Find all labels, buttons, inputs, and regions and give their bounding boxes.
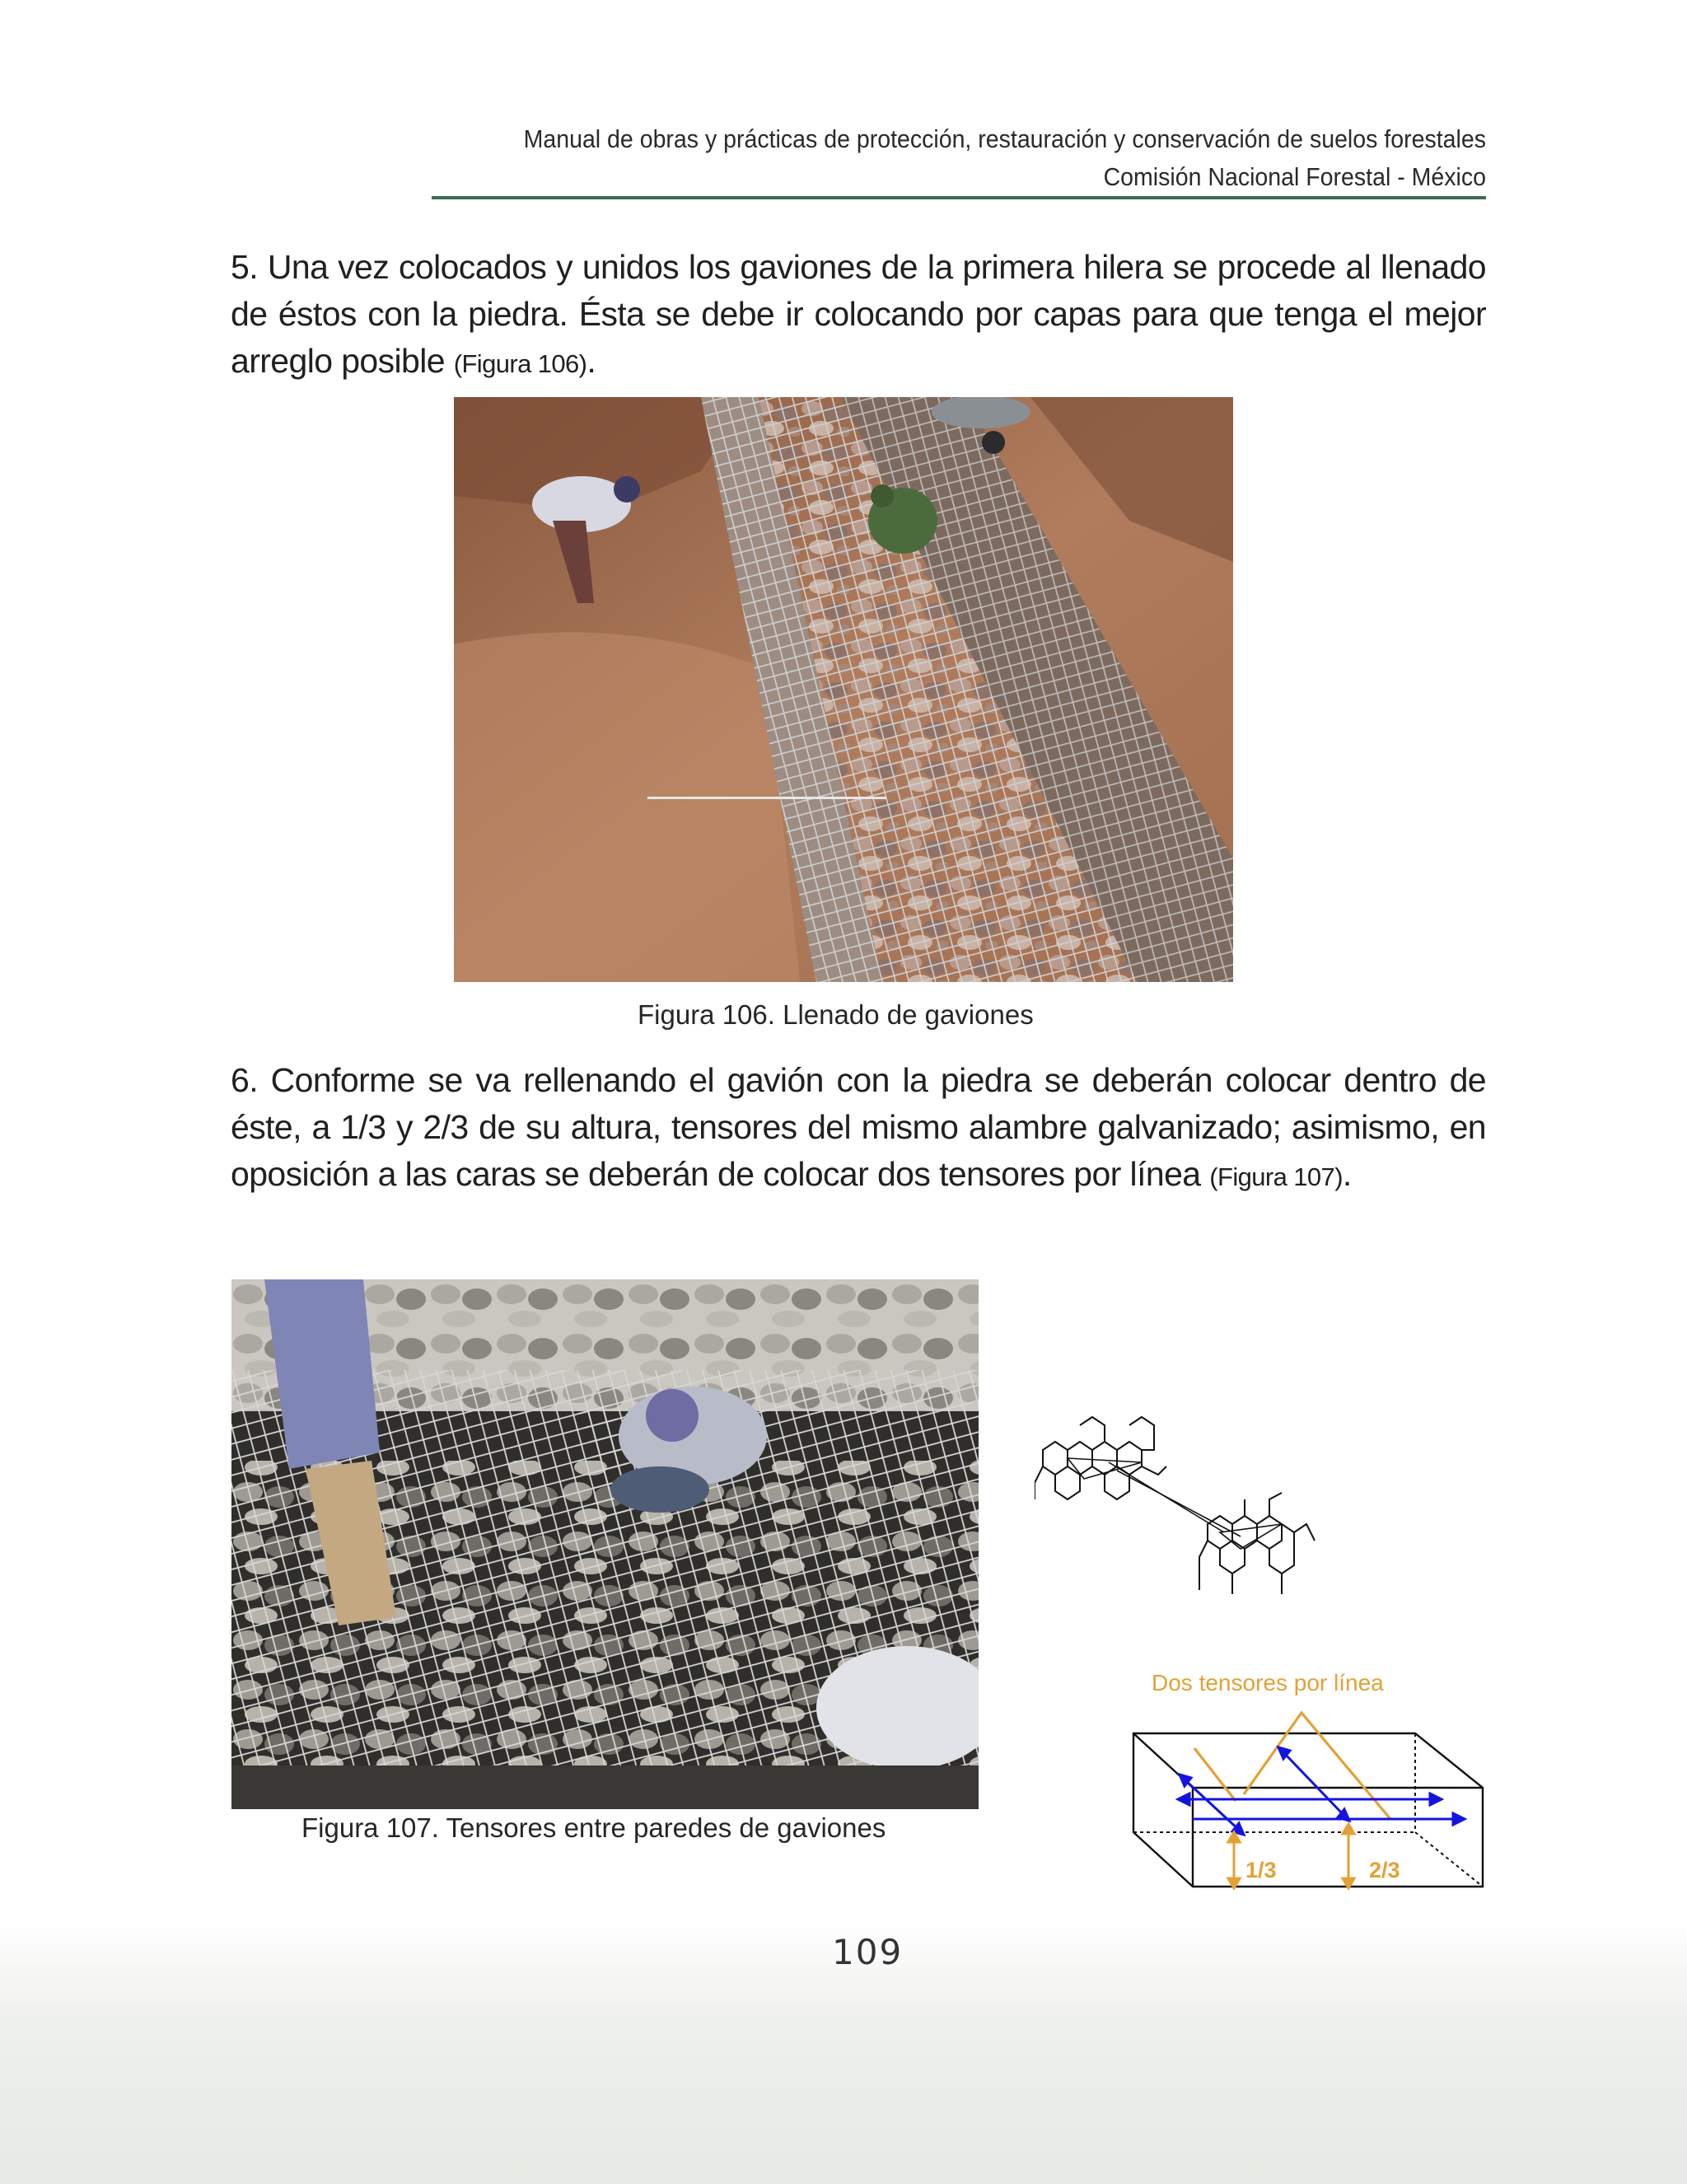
paragraph-step-5 [231, 244, 1486, 387]
figure-107-caption: Figura 107. Tensores entre paredes de gaviones [301, 1812, 886, 1843]
gabion-filling-photo [454, 397, 1233, 982]
tensor-box-diagram [1129, 1666, 1491, 1892]
mesh-tensor-sketch [1035, 1401, 1348, 1615]
header-title: Manual de obras y prácticas de protección, restauración y conservación de suelos forestales [523, 124, 1486, 153]
hexagonal-mesh-drawing [1035, 1401, 1348, 1615]
running-header [524, 120, 1486, 196]
paragraph-end: . [586, 342, 596, 380]
header-subtitle: Comisión Nacional Forestal - México [1103, 162, 1486, 191]
paragraph-step-6 [231, 1057, 1486, 1200]
figure-reference: (Figura 106) [453, 349, 587, 378]
paragraph-text: 5. Una vez colocados y unidos los gaviones de la primera hilera se procede al llenado de éstos con la piedra. Ésta se debe ir colocando por capas para que tenga el mejor arreglo posible [231, 248, 1486, 380]
paragraph-text: 6. Conforme se va rellenando el gavión con la piedra se deberán colocar dentro de éste, a 1/3 y 2/3 de su altura, tensores del mismo alambre galvanizado; asimismo, en oposición a las caras se deberán de colocar dos tensores por línea [231, 1061, 1486, 1193]
label-one-third: 1/3 [1245, 1858, 1277, 1882]
label-two-thirds: 2/3 [1369, 1858, 1400, 1882]
header-rule [432, 196, 1486, 199]
paragraph-end: . [1342, 1155, 1352, 1193]
figure-107-photo [231, 1279, 979, 1809]
tensor-installation-photo [231, 1279, 979, 1809]
gabion-box-svg [1129, 1666, 1491, 1892]
figure-reference: (Figura 107) [1209, 1162, 1343, 1191]
figure-106-photo [454, 397, 1233, 982]
figure-106-caption: Figura 106. Llenado de gaviones [638, 999, 1034, 1030]
diagram-title: Dos tensores por línea [1152, 1670, 1384, 1695]
page-number: 109 [832, 1932, 904, 1972]
